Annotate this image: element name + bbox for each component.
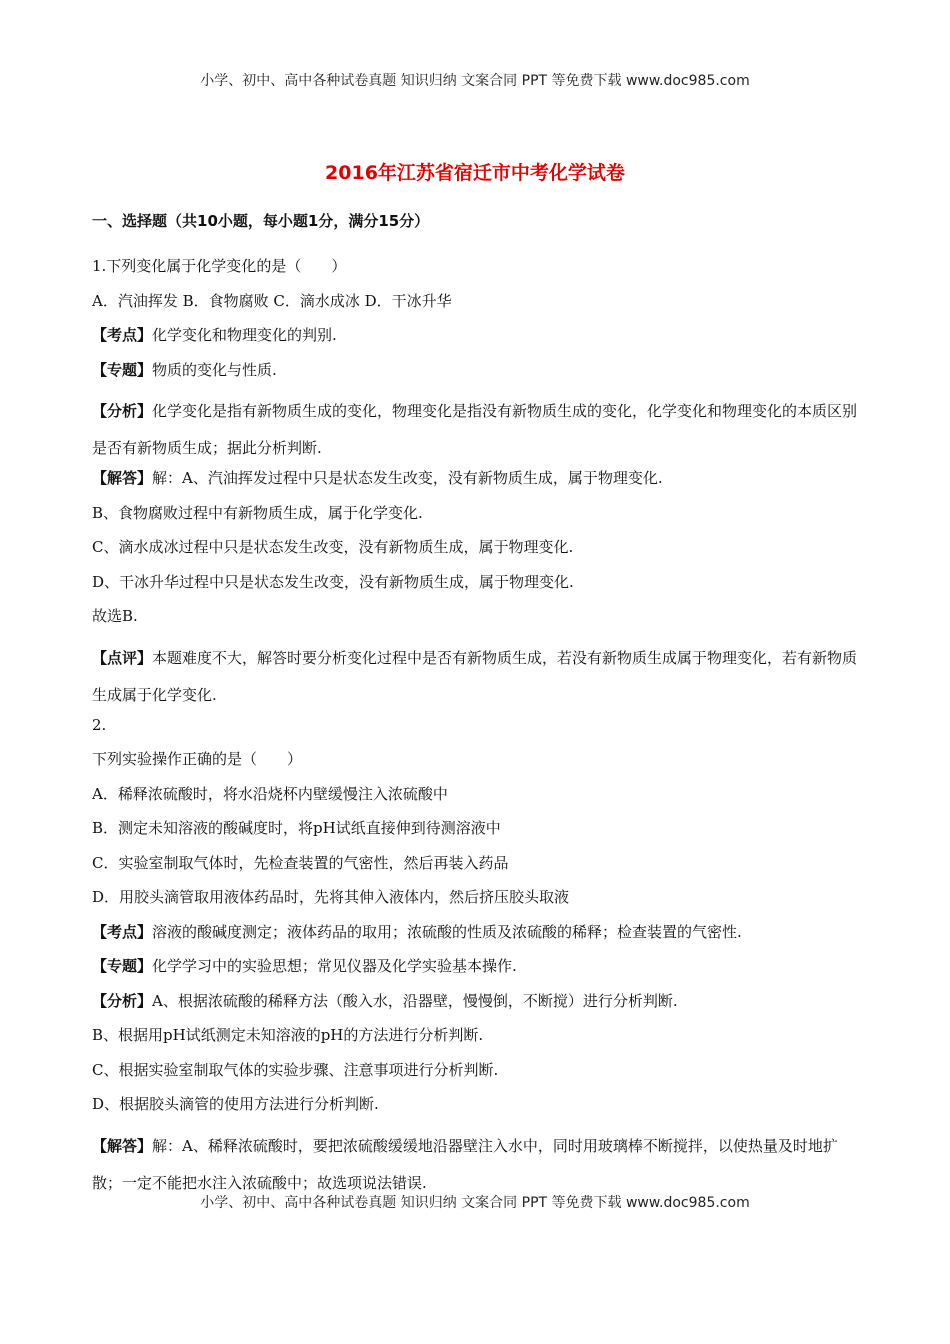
q1-dianping-text: 本题难度不大，解答时要分析变化过程中是否有新物质生成，若没有新物质生成属于物理变化，若有新物质生成属于化学变化. xyxy=(92,648,858,704)
q1-fenxi-text: 化学变化是指有新物质生成的变化，物理变化是指没有新物质生成的变化，化学变化和物理变化的本质区别是否有新物质生成；据此分析判断. xyxy=(92,402,858,457)
q1-options: A．汽油挥发 B．食物腐败 C．滴水成冰 D．干冰升华 xyxy=(92,291,452,310)
q2-option-a: A．稀释浓硫酸时，将水沿烧杯内壁缓慢注入浓硫酸中 xyxy=(92,784,448,803)
q1-kaodian xyxy=(92,324,862,359)
q1-jieda xyxy=(92,467,862,502)
q1-jieda-c: C、滴水成冰过程中只是状态发生改变，没有新物质生成，属于物理变化. xyxy=(92,538,574,556)
section-heading: 一、选择题（共10小题，每小题1分，满分15分） xyxy=(92,212,430,230)
q2-stem: 下列实验操作正确的是（ ） xyxy=(92,750,303,768)
tag-zhuanti: 【专题】 xyxy=(92,360,153,379)
q1-jieda-d: D、干冰升华过程中只是状态发生改变，没有新物质生成，属于物理变化. xyxy=(92,572,574,591)
document-body xyxy=(92,255,862,1202)
q1-fenxi xyxy=(92,393,862,467)
q1-stem: 1.下列变化属于化学变化的是（ ） xyxy=(92,257,347,275)
q2-option-d: D．用胶头滴管取用液体药品时，先将其伸入液体内，然后挤压胶头取液 xyxy=(92,888,570,906)
tag-jieda: 【解答】 xyxy=(92,469,153,487)
q2-jieda-text: 解：A、稀释浓硫酸时，要把浓硫酸缓缓地沿器壁注入水中，同时用玻璃棒不断搅拌，以使热量及时地扩散；一定不能把水注入浓硫酸中；故选项说法错误. xyxy=(92,1136,838,1192)
tag-fenxi: 【分析】 xyxy=(92,991,153,1010)
q2-zhuanti xyxy=(92,955,862,990)
q1-kaodian-text: 化学变化和物理变化的判别. xyxy=(152,326,337,344)
q2-kaodian xyxy=(92,921,862,956)
q2-fenxi-c: C、根据实验室制取气体的实验步骤、注意事项进行分析判断. xyxy=(92,1060,499,1079)
tag-dianping: 【点评】 xyxy=(92,648,153,667)
q1-answer: 故选B. xyxy=(92,607,138,625)
q2-fenxi-b: B、根据用pH试纸测定未知溶液的pH的方法进行分析判断. xyxy=(92,1026,484,1044)
page-footer: 小学、初中、高中各种试卷真题 知识归纳 文案合同 PPT 等免费下载 www.doc985.com xyxy=(200,1195,750,1211)
q2-kaodian-text: 溶液的酸碱度测定；液体药品的取用；浓硫酸的性质及浓硫酸的稀释；检查装置的气密性. xyxy=(152,922,742,941)
q2-option-b: B．测定未知溶液的酸碱度时，将pH试纸直接伸到待测溶液中 xyxy=(92,819,501,837)
q2-zhuanti-text: 化学学习中的实验思想；常见仪器及化学实验基本操作. xyxy=(152,957,517,975)
tag-kaodian: 【考点】 xyxy=(92,922,153,941)
q1-jieda-text: 解：A、汽油挥发过程中只是状态发生改变，没有新物质生成，属于物理变化. xyxy=(152,469,663,487)
tag-zhuanti: 【专题】 xyxy=(92,957,153,975)
q1-dianping xyxy=(92,640,862,714)
q2-fenxi-text: A、根据浓硫酸的稀释方法（酸入水，沿器壁，慢慢倒，不断搅）进行分析判断. xyxy=(152,991,678,1010)
tag-kaodian: 【考点】 xyxy=(92,326,153,344)
q1-jieda-b: B、食物腐败过程中有新物质生成，属于化学变化. xyxy=(92,503,423,522)
tag-jieda: 【解答】 xyxy=(92,1136,153,1155)
q2-option-c: C．实验室制取气体时，先检查装置的气密性，然后再装入药品 xyxy=(92,853,509,872)
tag-fenxi: 【分析】 xyxy=(92,402,153,420)
q2-fenxi xyxy=(92,990,862,1025)
q2-jieda xyxy=(92,1128,862,1202)
page-header: 小学、初中、高中各种试卷真题 知识归纳 文案合同 PPT 等免费下载 www.doc985.com xyxy=(200,73,750,89)
q2-fenxi-d: D、根据胶头滴管的使用方法进行分析判断. xyxy=(92,1095,379,1113)
q1-zhuanti xyxy=(92,359,862,394)
q1-zhuanti-text: 物质的变化与性质. xyxy=(152,360,277,379)
page-title: 2016年江苏省宿迁市中考化学试卷 xyxy=(325,162,625,184)
q2-number: 2. xyxy=(92,715,107,734)
